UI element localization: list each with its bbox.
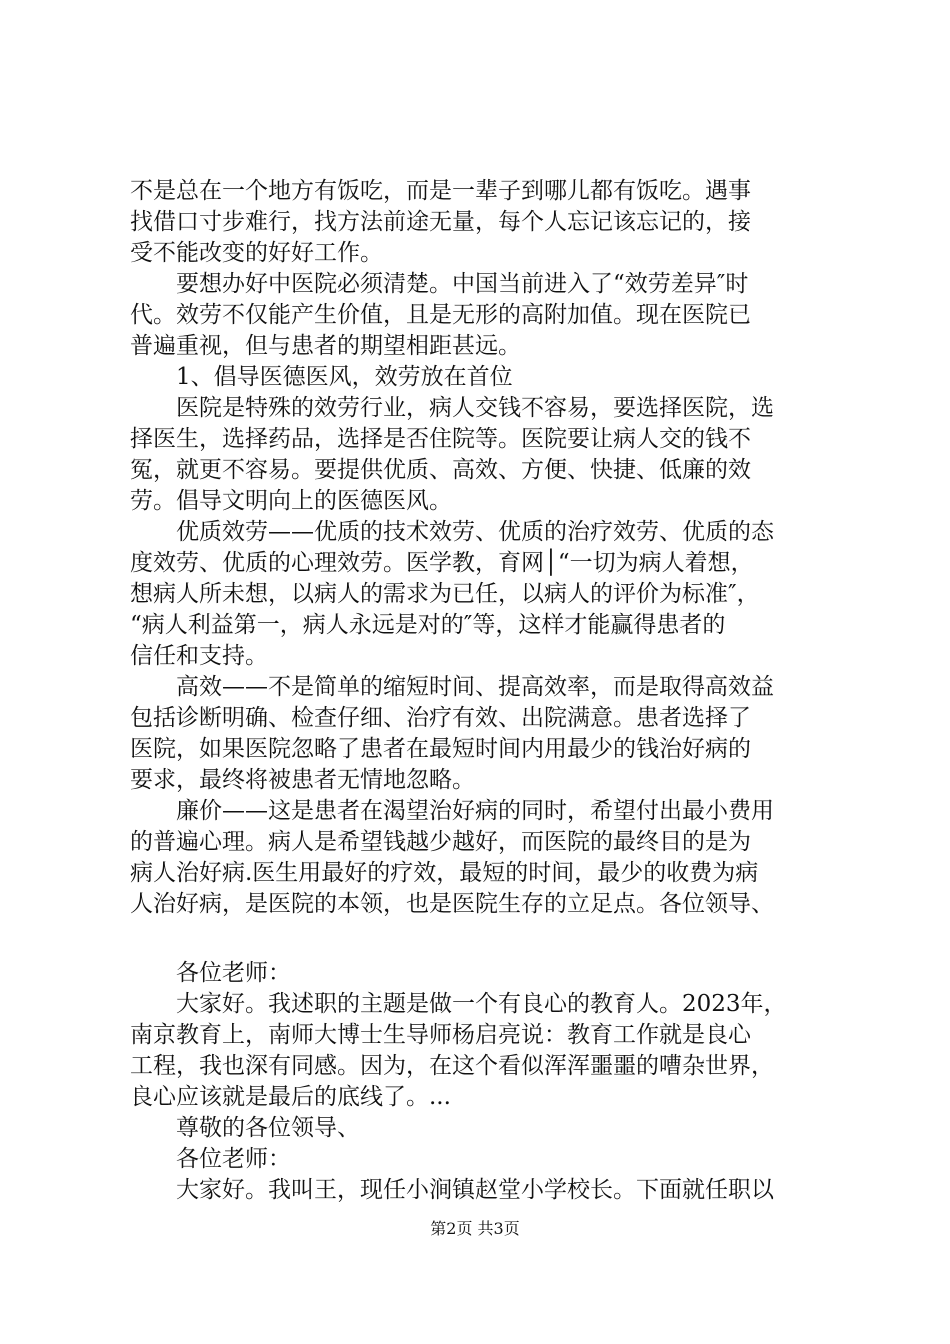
page-footer: 第2页 共3页 <box>430 1219 520 1238</box>
document-body <box>130 176 832 1206</box>
text-line: 医院，如果医院忽略了患者在最短时间内用最少的钱治好病的 <box>130 736 751 762</box>
text-line: 各位老师： <box>176 1146 291 1172</box>
text-line: 各位老师： <box>176 960 291 986</box>
text-line: 想病人所未想，以病人的需求为已任，以病人的评价为标准″， <box>130 581 760 607</box>
text-line: 要想办好中医院必须清楚。中国当前进入了“效劳差异″时 <box>176 271 749 297</box>
text-line: 良心应该就是最后的底线了。... <box>130 1084 451 1110</box>
text-line: 廉价——这是患者在渴望治好病的同时，希望付出最小费用 <box>176 798 774 824</box>
text-line: 包括诊断明确、检查仔细、治疗有效、出院满意。患者选择了 <box>130 705 751 731</box>
text-line: 找借口寸步难行，找方法前途无量，每个人忘记该忘记的，接 <box>130 209 751 235</box>
text-line: 受不能改变的好好工作。 <box>130 240 383 266</box>
text-line: 要求，最终将被患者无情地忽略。 <box>130 767 475 793</box>
text-line: 大家好。我述职的主题是做一个有良心的教育人。2023年， <box>176 991 787 1017</box>
text-line: “病人利益第一，病人永远是对的″等，这样才能赢得患者的 <box>130 612 726 638</box>
text-line: 劳。倡导文明向上的医德医风。 <box>130 488 452 514</box>
text-line: 工程，我也深有同感。因为，在这个看似浑浑噩噩的嘈杂世界， <box>130 1053 774 1079</box>
text-line: 病人治好病.医生用最好的疗效，最短的时间，最少的收费为病 <box>130 860 759 886</box>
text-line: 优质效劳——优质的技术效劳、优质的治疗效劳、优质的态 <box>176 519 774 545</box>
text-line: 不是总在一个地方有饭吃，而是一辈子到哪儿都有饭吃。遇事 <box>130 178 751 204</box>
text-line: 冤，就更不容易。要提供优质、高效、方便、快捷、低廉的效 <box>130 457 751 483</box>
text-line: 南京教育上，南师大博士生导师杨启亮说：教育工作就是良心 <box>130 1022 751 1048</box>
text-line: 医院是特殊的效劳行业，病人交钱不容易，要选择医院，选 <box>176 395 774 421</box>
text-line: 的普遍心理。病人是希望钱越少越好，而医院的最终目的是为 <box>130 829 751 855</box>
paragraph-gap <box>130 920 832 958</box>
text-line: 信任和支持。 <box>130 643 268 669</box>
text-line: 度效劳、优质的心理效劳。医学教，育网│“一切为病人着想， <box>130 550 754 576</box>
text-line: 大家好。我叫王，现任小涧镇赵堂小学校长。下面就任职以 <box>176 1177 774 1203</box>
section-heading: 1、倡导医德医风，效劳放在首位 <box>176 364 513 390</box>
text-line: 高效——不是简单的缩短时间、提高效率，而是取得高效益 <box>176 674 774 700</box>
text-line: 普遍重视，但与患者的期望相距甚远。 <box>130 333 521 359</box>
text-line: 代。效劳不仅能产生价值，且是无形的高附加值。现在医院已 <box>130 302 751 328</box>
text-line: 择医生，选择药品，选择是否住院等。医院要让病人交的钱不 <box>130 426 751 452</box>
text-line: 人治好病，是医院的本领，也是医院生存的立足点。各位领导、 <box>130 891 774 917</box>
text-line: 尊敬的各位领导、 <box>176 1115 360 1141</box>
